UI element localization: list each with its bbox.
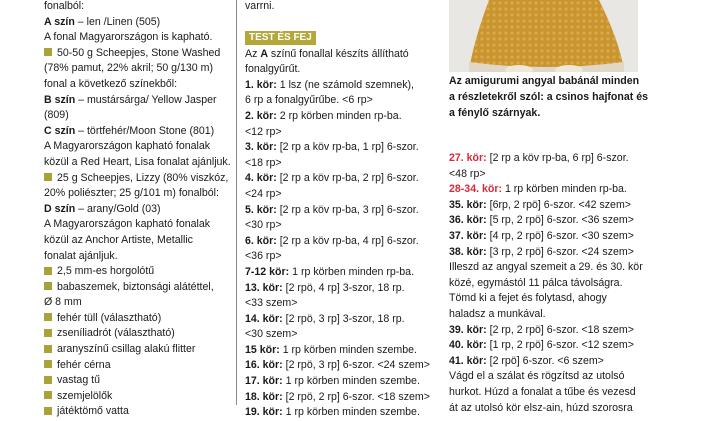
bold-label: 13. kör: [245, 281, 283, 294]
column-divider [236, 0, 237, 405]
line-text: <12 rp> [245, 125, 282, 138]
bold-label: 16. kör: [245, 359, 283, 372]
line-text: babaszemek, biztonsági alátéttel, [57, 280, 214, 293]
line-text: 1 lsz (ne számold szemnek), [276, 78, 414, 91]
bold-label: 35. kör: [449, 198, 487, 211]
line-text: <33 szem> [245, 297, 298, 310]
bullet-square-icon [44, 48, 52, 56]
text-line [449, 245, 649, 261]
text-line [245, 390, 440, 406]
text-line [449, 307, 649, 323]
bold-label: D szín [44, 202, 76, 215]
text-line [245, 405, 440, 421]
text-line [245, 374, 440, 390]
caption-line: a fénylő szárnyak. [449, 107, 541, 119]
line-text: Illeszd az angyal szemeit a 29. és 30. kör [449, 261, 643, 274]
text-line [44, 342, 234, 358]
text-line [449, 369, 649, 385]
text-line [44, 171, 234, 187]
line-text: fonal a következő színekből: [44, 77, 178, 90]
text-line [245, 62, 440, 78]
caption-line: a részletekről szól: a csinos hajfonat és [449, 91, 649, 103]
line-text: közül az Anchor Artiste, Metallic [44, 233, 193, 246]
line-text: 1 rp körben minden szembe. [282, 406, 420, 419]
line-text: 20% poliészter; 25 g/101 m) fonalból: [44, 187, 219, 200]
line-text: 2 rp körben minden rp-ba. [276, 109, 402, 122]
bold-label: 6. kör: [245, 234, 277, 247]
bold-label: 14. kör: [245, 312, 283, 325]
bold-label: 40. kör: [449, 339, 487, 352]
text-line [449, 385, 649, 401]
line-text: [4 rp, 2 rpö] 6-szor. <30 szem> [486, 229, 634, 242]
text-line [44, 155, 234, 171]
line-text: [2 rp a köv rp-ba, 4 rp] 6-szor. [276, 234, 419, 247]
text-line [245, 109, 440, 125]
text-line [245, 187, 440, 203]
text-line [449, 354, 649, 370]
text-line [449, 276, 649, 292]
text-line [44, 280, 234, 296]
line-text: – törtfehér/Moon Stone (801) [75, 124, 215, 137]
text-line [245, 78, 440, 94]
bold-label: 36. kör: [449, 214, 487, 227]
text-line [44, 93, 234, 109]
continued-text: varrni. [245, 0, 275, 12]
text-line [449, 291, 649, 307]
line-text: [2 rp a köv rp-ba, 6 rp] 6-szor. [486, 152, 629, 164]
text-line [245, 343, 440, 359]
line-text: fehér cérna [57, 358, 111, 371]
text-line [245, 125, 440, 141]
text-line [245, 218, 440, 234]
line-text: közül a Red Heart, Lisa fonalat ajánljuk. [44, 155, 231, 168]
line-text: szemjelölők [57, 389, 113, 402]
line-text: aranyszínű csillag alakú flitter [57, 343, 196, 356]
line-text: [2 rp, 2 rpö] 6-szor. <18 szem> [486, 323, 634, 336]
materials-column [44, 0, 234, 420]
line-text: <24 rp> [245, 187, 282, 200]
text-line [44, 202, 234, 218]
bold-inline: A [260, 47, 268, 60]
text-line [245, 358, 440, 374]
text-line [449, 198, 649, 214]
line-text: A Magyarországon kapható fonalak [44, 218, 211, 231]
text-line [44, 30, 234, 46]
bold-label: A szín [44, 15, 75, 28]
line-text: <18 rp> [245, 156, 282, 169]
text-line [245, 265, 440, 281]
text-line [449, 401, 649, 417]
line-text: [2 rp a köv rp-ba, 2 rp] 6-szor. [276, 172, 419, 185]
line-text: 1 rp körben minden rp-ba. [502, 183, 627, 196]
line-text: – mustársárga/ Yellow Jasper [75, 93, 217, 106]
pattern-column-body [245, 0, 440, 421]
bold-label: 15 kör: [245, 343, 280, 356]
bullet-square-icon [44, 329, 52, 337]
bullet-square-icon [44, 313, 52, 321]
bold-label: 1. kör: [245, 78, 277, 91]
text-line [245, 47, 440, 63]
text-line [44, 326, 234, 342]
highlight-round-label: 28-34. kör: [449, 183, 502, 196]
line-text: fonalgyűrűt. [245, 63, 301, 76]
text-line [449, 323, 649, 339]
line-text: [5 rp, 2 rpö] 6-szor. <36 szem> [486, 214, 634, 227]
line-text: <30 szem> [245, 328, 298, 341]
text-line [245, 327, 440, 343]
line-text: [2 rp a köv rp-ba, 3 rp] 6-szor. [276, 203, 419, 216]
bullet-square-icon [44, 282, 52, 290]
line-text: <36 rp> [245, 250, 282, 263]
line-text: 50-50 g Scheepjes, Stone Washed [57, 46, 221, 59]
bold-label: 17. kör: [245, 375, 283, 388]
text-line [44, 404, 234, 420]
line-text: fonalból: [44, 0, 85, 12]
bold-label: 3. kör: [245, 141, 277, 154]
section-heading-body-head: TEST ÉS FEJ [245, 31, 316, 45]
line-text: vastag tű [57, 374, 100, 387]
line-text: [2 rp a köv rp-ba, 1 rp] 6-szor. [276, 141, 419, 154]
line-text: Az [245, 47, 261, 60]
bold-label: 5. kör: [245, 203, 277, 216]
line-text: [6rp, 2 rpö] 6-szor. <42 szem> [486, 198, 631, 211]
bullet-square-icon [44, 407, 52, 415]
pattern-column-head [449, 0, 649, 414]
bullet-square-icon [44, 267, 52, 275]
text-line [449, 182, 649, 198]
text-line [449, 213, 649, 229]
line-text: A Magyarországon kapható fonalak [44, 140, 211, 153]
bold-label: 41. kör: [449, 354, 487, 367]
bold-label: 19. kör: [245, 406, 283, 419]
line-text: [2 rpö] 6-szor. <6 szem> [486, 354, 604, 367]
line-text: 1 rp körben minden szembe. [279, 343, 417, 356]
text-line [245, 171, 440, 187]
line-text: (78% pamut, 22% akril; 50 g/130 m) [44, 62, 213, 75]
text-line [449, 151, 649, 167]
text-line [449, 338, 649, 354]
line-text-tail: színű fonallal készíts állítható [267, 47, 409, 60]
line-text: 25 g Scheepjes, Lizzy (80% viszkóz, [57, 171, 229, 184]
text-line [44, 46, 234, 62]
line-text: 2,5 mm-es horgolótű [57, 265, 155, 278]
line-text: [3 rp, 2 rpö] 6-szor. <24 szem> [486, 245, 634, 258]
line-text: [2 rpö, 3 rp] 3-szor, 18 rp. [282, 312, 405, 325]
line-text: Tömd ki a fejet és folytasd, ahogy [449, 292, 607, 305]
line-text: fonalat ajánljuk. [44, 249, 118, 262]
text-line [44, 15, 234, 31]
text-line [44, 124, 234, 140]
text-line [449, 167, 649, 183]
bold-label: B szín [44, 93, 76, 106]
text-line [245, 296, 440, 312]
line-text: Vágd el a szálat és rögzítsd az utolsó [449, 370, 625, 383]
line-text: 6 rp a fonalgyűrűbe. <6 rp> [245, 94, 373, 107]
line-text: zseníliadrót (választható) [57, 327, 175, 340]
line-text: – len /Linen (505) [74, 15, 161, 28]
text-line [44, 108, 234, 124]
text-line [44, 295, 234, 311]
text-line [44, 358, 234, 374]
bullet-square-icon [44, 376, 52, 384]
text-line [44, 233, 234, 249]
bold-label: 18. kör: [245, 390, 283, 403]
text-line [449, 229, 649, 245]
text-line [44, 249, 234, 265]
highlight-round-label: 27. kör: [449, 152, 487, 164]
line-text: <48 rp> [449, 167, 486, 180]
line-text: A fonal Magyarországon is kapható. [44, 31, 213, 44]
text-line [449, 260, 649, 276]
text-line [44, 311, 234, 327]
bullet-square-icon [44, 360, 52, 368]
caption-line: Az amigurumi angyal babánál minden [449, 75, 640, 87]
text-line [44, 186, 234, 202]
text-line [245, 281, 440, 297]
text-line [44, 264, 234, 280]
line-text: [2 rpö, 3 rp] 6-szor. <24 szem> [282, 359, 430, 372]
text-line [245, 312, 440, 328]
bold-label: 37. kör: [449, 229, 487, 242]
text-line [245, 203, 440, 219]
bold-label: 2. kör: [245, 109, 277, 122]
line-text: [2 rpö, 4 rp] 3-szor, 18 rp. [282, 281, 405, 294]
line-text: – arany/Gold (03) [75, 202, 161, 215]
line-text: át az utolsó kör elsz-ain, húzd szorosra [449, 401, 633, 414]
line-text: [1 rp, 2 rpö] 6-szor. <12 szem> [486, 339, 634, 352]
text-line [245, 249, 440, 265]
text-line [44, 389, 234, 405]
bullet-square-icon [44, 345, 52, 353]
text-line [44, 61, 234, 77]
text-line [245, 140, 440, 156]
bold-label: 39. kör: [449, 323, 487, 336]
text-line [44, 77, 234, 93]
line-text: 1 rp körben minden rp-ba. [289, 265, 415, 278]
bullet-square-icon [44, 391, 52, 399]
line-text: haladsz a munkával. [449, 307, 546, 320]
line-text: hurkot. Húzd a fonalat a tűbe és vezesd [449, 385, 636, 398]
text-line [245, 93, 440, 109]
text-line [245, 234, 440, 250]
line-text: fehér tüll (választható) [57, 311, 162, 324]
line-text: [2 rpö, 2 rp] 6-szor. <18 szem> [282, 390, 430, 403]
bold-label: 7-12 kör: [245, 265, 290, 278]
line-text: Ø 8 mm [44, 296, 82, 309]
text-line [44, 217, 234, 233]
line-text: közé, egymástól 11 pálca távolságra. [449, 276, 623, 289]
bullet-square-icon [44, 173, 52, 181]
text-line [44, 139, 234, 155]
line-text: (809) [44, 109, 69, 122]
line-text: <30 rp> [245, 219, 282, 232]
text-line [245, 156, 440, 172]
bold-label: C szín [44, 124, 76, 137]
text-line [44, 373, 234, 389]
line-text: 1 rp körben minden szembe. [282, 375, 420, 388]
bold-label: 38. kör: [449, 245, 487, 258]
bold-label: 4. kör: [245, 172, 277, 185]
text-line [44, 0, 234, 15]
line-text: játéktömő vatta [57, 405, 129, 418]
